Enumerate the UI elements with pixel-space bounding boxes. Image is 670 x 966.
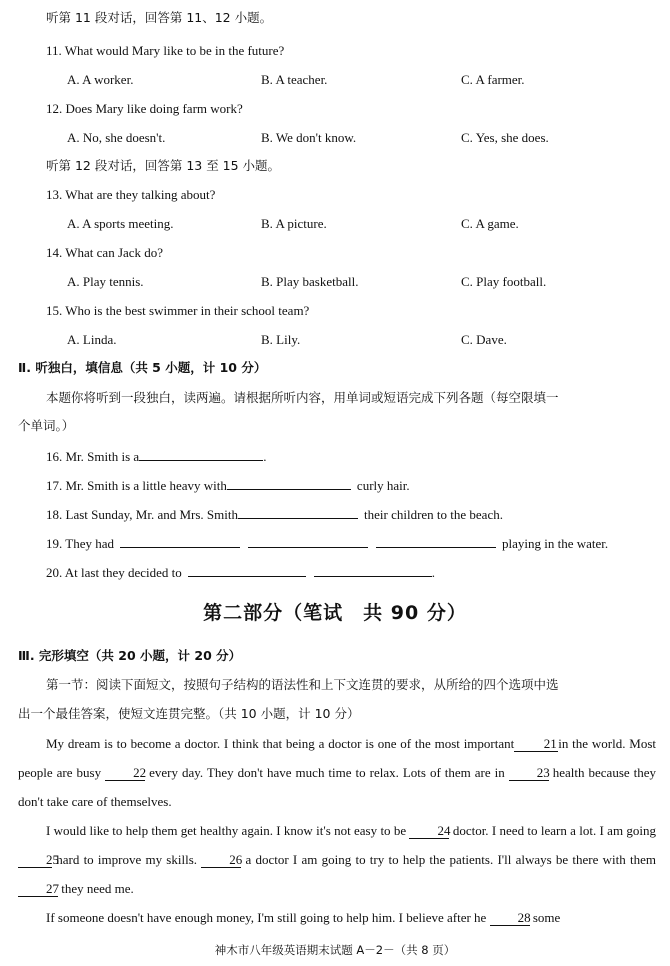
cloze-blank-23[interactable]: 23 [509, 765, 549, 781]
passage-text: health because they don't take care of themselves. [18, 765, 657, 809]
question-13-option-a: A. A sports meeting. [67, 216, 174, 231]
question-12-option-b: B. We don't know. [261, 130, 357, 145]
passage-paragraph-2 [18, 816, 656, 903]
part-2-title: 第二部分（笔试 共 90 分） [203, 602, 467, 624]
passage-text: in the world. Most people are busy [18, 736, 656, 780]
question-16-text: 16. Mr. Smith is a [46, 449, 140, 464]
question-12-stem: 12. Does Mary like doing farm work? [46, 101, 243, 116]
question-13-option-c: C. A game. [461, 216, 519, 231]
answer-blank-20b[interactable] [314, 563, 432, 577]
question-17 [46, 476, 670, 495]
section-3-instruction-line1: 第一节：阅读下面短文，按照句子结构的语法性和上下文连贯的要求，从所给的四个选项中选 [46, 677, 559, 692]
answer-blank-20a[interactable] [188, 563, 306, 577]
question-19-end: playing in the water. [502, 536, 609, 551]
passage-text: My dream is to become a doctor. I think that being a doctor is one of the most important [46, 736, 515, 751]
cloze-blank-26[interactable]: 26 [201, 852, 241, 868]
question-14-option-c: C. Play football. [461, 274, 547, 289]
question-16-end: . [263, 449, 267, 464]
question-18 [46, 505, 670, 524]
instruction-11-12: 听第 11 段对话，回答第 11、12 小题。 [46, 10, 273, 25]
question-12-option-a: A. No, she doesn't. [67, 130, 166, 145]
question-20 [46, 563, 670, 582]
question-14-option-b: B. Play basketball. [261, 274, 359, 289]
passage-text: some [532, 910, 561, 925]
question-15-option-c: C. Dave. [461, 332, 507, 347]
question-17-text: 17. Mr. Smith is a little heavy with [46, 478, 227, 493]
section-2-heading: Ⅱ. 听独白，填信息（共 5 小题，计 10 分） [18, 360, 267, 375]
question-18-text: 18. Last Sunday, Mr. and Mrs. Smith [46, 507, 238, 522]
question-11-option-c: C. A farmer. [461, 72, 525, 87]
instruction-13-15: 听第 12 段对话，回答第 13 至 15 小题。 [46, 158, 281, 173]
question-17-end: curly hair. [356, 478, 410, 493]
cloze-blank-28[interactable]: 28 [490, 910, 530, 926]
question-11-option-b: B. A teacher. [261, 72, 328, 87]
answer-blank-17[interactable] [227, 476, 351, 490]
cloze-blank-22[interactable]: 22 [105, 765, 145, 781]
answer-blank-19b[interactable] [248, 534, 368, 548]
question-16 [46, 447, 670, 466]
question-15-stem: 15. Who is the best swimmer in their school team? [46, 303, 310, 318]
section-2-instruction-line2: 个单词。） [18, 418, 75, 433]
passage-text: hard to improve my skills. [56, 852, 198, 867]
passage-text: they need me. [61, 881, 134, 896]
question-14-option-a: A. Play tennis. [67, 274, 144, 289]
passage-text: every day. They don't have much time to relax. Lots of them are in [149, 765, 505, 780]
cloze-blank-25[interactable]: 25 [18, 852, 52, 868]
answer-blank-19a[interactable] [120, 534, 240, 548]
section-2-instruction-line1: 本题你将听到一段独白，读两遍。请根据所听内容，用单词或短语完成下列各题（每空限填一 [46, 390, 559, 405]
cloze-passage [18, 729, 656, 932]
passage-text: I would like to help them get healthy again. I know it's not easy to be [46, 823, 407, 838]
question-11-stem: 11. What would Mary like to be in the future? [46, 43, 285, 58]
question-18-end: their children to the beach. [364, 507, 503, 522]
answer-blank-19c[interactable] [376, 534, 496, 548]
question-11-option-a: A. A worker. [67, 72, 134, 87]
cloze-blank-27[interactable]: 27 [18, 881, 58, 897]
question-13-option-b: B. A picture. [261, 216, 327, 231]
section-3-heading: Ⅲ. 完形填空（共 20 小题，计 20 分） [18, 648, 242, 663]
question-15-option-b: B. Lily. [261, 332, 301, 347]
passage-text: If someone doesn't have enough money, I'm still going to help him. I believe after he [46, 910, 487, 925]
cloze-blank-24[interactable]: 24 [409, 823, 449, 839]
passage-text: a doctor I am going to try to help the patients. I'll always be there with them [245, 852, 656, 867]
page-footer: 神木市八年级英语期末试题 A－2－（共 8 页） [214, 943, 456, 957]
question-13-stem: 13. What are they talking about? [46, 187, 216, 202]
question-12-option-c: C. Yes, she does. [461, 130, 549, 145]
passage-text: doctor. I need to learn a lot. I am going [452, 823, 656, 838]
section-3-instruction-line2: 出一个最佳答案，使短文连贯完整。（共 10 小题，计 10 分） [18, 706, 360, 721]
cloze-blank-21[interactable]: 21 [514, 736, 558, 752]
answer-blank-18[interactable] [238, 505, 358, 519]
passage-paragraph-3 [18, 903, 656, 932]
question-20-end: . [431, 565, 436, 580]
question-20-text: 20. At last they decided to [46, 565, 182, 580]
question-15-option-a: A. Linda. [67, 332, 117, 347]
passage-paragraph-1 [18, 729, 656, 816]
answer-blank-16[interactable] [139, 447, 263, 461]
question-19-text: 19. They had [46, 536, 114, 551]
question-14-stem: 14. What can Jack do? [46, 245, 164, 260]
question-19 [46, 534, 670, 553]
